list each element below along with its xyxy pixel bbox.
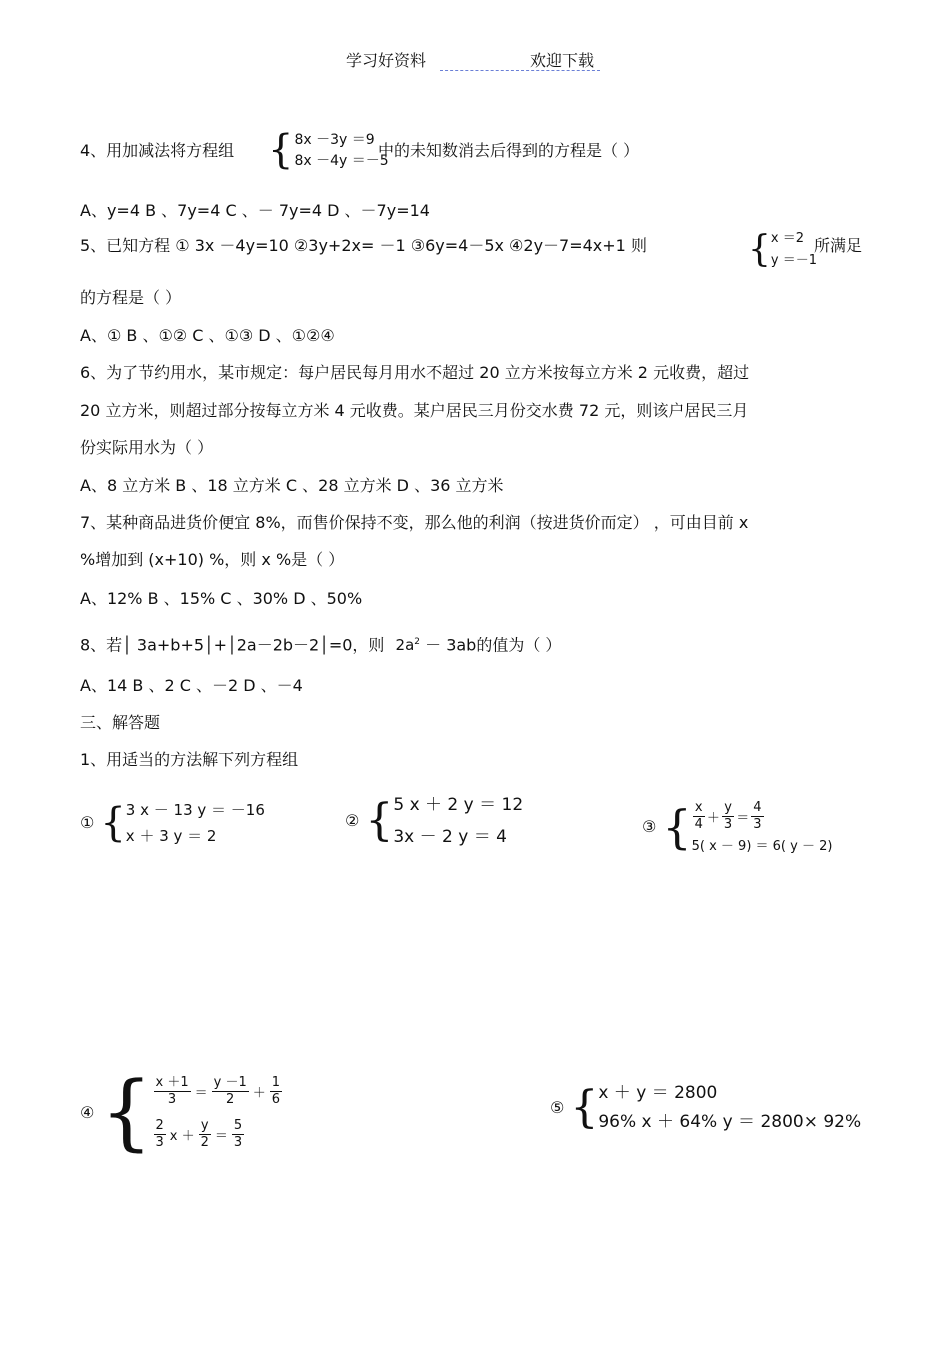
system-4-eq2	[153, 1118, 284, 1151]
system-4	[80, 1065, 283, 1160]
q5-eq1: x ＝2	[770, 231, 805, 246]
section-heading: 三、解答题	[80, 713, 161, 732]
q5-eq2: y ＝－1	[770, 253, 818, 268]
q4-prefix: 4、用加减法将方程组	[80, 141, 235, 160]
system-3-eq2: 5( x － 9) ＝ 6( y － 2)	[691, 839, 833, 854]
numerator: x	[694, 800, 703, 815]
fraction	[270, 1075, 282, 1108]
system-4-eq1	[153, 1075, 284, 1108]
q8-expr-exp: 2	[414, 637, 421, 647]
system-1-eq1: 3 x － 13 y ＝ －16	[125, 801, 265, 819]
denominator: 3	[233, 1135, 243, 1150]
numerator: y	[200, 1118, 209, 1133]
system-5	[550, 1082, 861, 1133]
numerator: 2	[155, 1118, 164, 1133]
q4-eq1: 8x －3y ＝9	[294, 131, 375, 148]
q4-options: A、y=4 B 、7y=4 C 、－ 7y=4 D 、－7y=14	[80, 201, 430, 220]
fraction	[154, 1118, 166, 1151]
fraction	[232, 1118, 244, 1151]
numerator: x ＋1	[155, 1075, 189, 1090]
denominator: 3	[155, 1135, 164, 1150]
q6-line3: 份实际用水为（ ）	[80, 438, 214, 457]
brace: {	[100, 1065, 153, 1160]
equals-sign: ＝	[214, 1129, 228, 1144]
q4-eq2: 8x －4y ＝－5	[294, 152, 389, 169]
denominator: 2	[200, 1135, 209, 1150]
numerator: 1	[271, 1075, 281, 1090]
brace: {	[365, 795, 394, 846]
q5-options: A、① B 、①② C 、①③ D 、①②④	[80, 326, 335, 345]
fraction	[212, 1075, 249, 1108]
q7-line1: 7、某种商品进货价便宜 8%，而售价保持不变，那么他的利润（按进货价而定） ，可由目前 x	[80, 513, 749, 532]
fraction	[751, 800, 763, 833]
system-1-number: ①	[80, 813, 95, 832]
numerator: y －1	[213, 1075, 247, 1090]
system-2-number: ②	[345, 811, 360, 830]
denominator: 3	[723, 817, 733, 832]
q6-options: A、8 立方米 B 、18 立方米 C 、28 立方米 D 、36 立方米	[80, 476, 504, 495]
header-right: 欢迎下载	[530, 51, 595, 70]
q4-system	[268, 127, 389, 173]
q8-expr-b: － 3ab的值为（ ）	[425, 635, 562, 655]
equals-sign: ＝	[736, 811, 750, 826]
problem-1-heading: 1、用适当的方法解下列方程组	[80, 750, 299, 769]
fraction	[154, 1075, 191, 1108]
q8-text	[80, 632, 561, 655]
header-underline	[440, 70, 600, 71]
numerator: 4	[753, 800, 762, 815]
denominator: 2	[226, 1092, 235, 1107]
fraction	[722, 800, 734, 833]
q5-line2: 的方程是（ ）	[80, 288, 182, 307]
system-3-number: ③	[642, 817, 657, 836]
system-5-eq2: 96% x ＋ 64% y ＝ 2800× 92%	[598, 1112, 862, 1132]
system-5-number: ⑤	[550, 1097, 565, 1117]
system-5-eq1: x ＋ y ＝ 2800	[598, 1083, 718, 1103]
system-3	[642, 800, 832, 854]
q8-text-main: 8、若│ 3a+b+5│+│2a－2b－2│=0，则	[80, 635, 385, 655]
q8-expr-a: 2a	[395, 636, 415, 655]
system-1	[80, 800, 265, 846]
plus-sign: ＋	[706, 811, 720, 826]
fraction	[693, 800, 705, 833]
q5-suffix: 所满足	[814, 236, 863, 255]
system-2-eq2: 3x － 2 y ＝ 4	[393, 827, 507, 847]
q5-prefix: 5、已知方程 ① 3x －4y=10 ②3y+2x= －1 ③6y=4－5x ④2y－7=4x+1 则	[80, 236, 647, 255]
brace: {	[748, 228, 771, 270]
x-term: x ＋	[169, 1129, 195, 1144]
system-4-number: ④	[80, 1103, 95, 1122]
q7-options: A、12% B 、15% C 、30% D 、50%	[80, 589, 363, 608]
q4-suffix: 中的未知数消去后得到的方程是（ ）	[378, 141, 640, 160]
brace: {	[268, 127, 294, 173]
brace: {	[570, 1081, 599, 1133]
q6-line2: 20 立方米，则超过部分按每立方米 4 元收费。某户居民三月份交水费 72 元，则该户居民三月	[80, 401, 749, 420]
brace: {	[100, 800, 126, 846]
denominator: 3	[753, 817, 762, 832]
system-1-eq2: x ＋ 3 y ＝ 2	[125, 827, 217, 845]
fraction	[199, 1118, 211, 1151]
q7-line2: %增加到 (x+10) %，则 x %是（ ）	[80, 550, 345, 569]
denominator: 6	[271, 1092, 281, 1107]
header-left: 学习好资料	[346, 51, 427, 70]
q8-options: A、14 B 、2 C 、－2 D 、－4	[80, 676, 303, 695]
plus-sign: ＋	[252, 1086, 266, 1101]
q6-line1: 6、为了节约用水，某市规定：每户居民每月用水不超过 20 立方米按每立方米 2 元收费，超过	[80, 363, 750, 382]
system-2-eq1: 5 x ＋ 2 y ＝ 12	[393, 795, 524, 815]
numerator: y	[724, 800, 732, 815]
system-3-eq1	[692, 800, 833, 833]
numerator: 5	[233, 1118, 243, 1133]
denominator: 3	[167, 1092, 177, 1107]
system-2	[345, 794, 523, 848]
equals-sign: ＝	[194, 1086, 208, 1101]
q5-system	[748, 230, 817, 269]
brace: {	[662, 800, 692, 854]
denominator: 4	[694, 817, 703, 832]
